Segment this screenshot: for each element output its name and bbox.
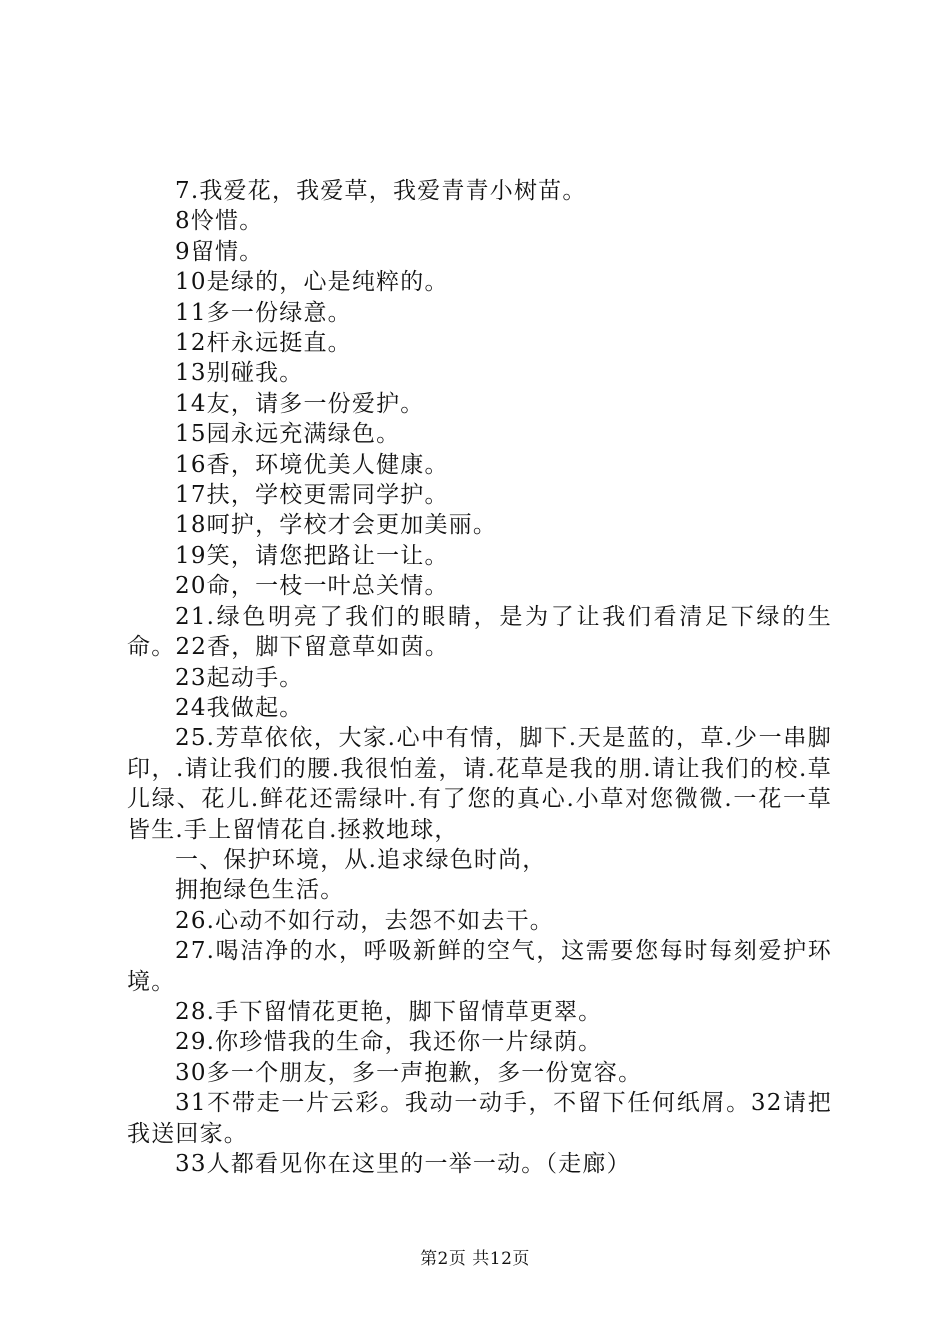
paragraph: 25.芳草依依，大家.心中有情，脚下.天是蓝的，草.少一串脚印，.请让我们的腰.我很怕羞，请.花草是我的朋.请让我们的校.草儿绿、花儿.鲜花还需绿叶.有了您的真心.小草对您微微.一花一草皆生.手上留情花自.拯救地球， [127,725,832,843]
paragraph: 7.我爱花，我爱草，我爱青青小树苗。 [175,178,587,204]
paragraph: 18呵护，学校才会更加美丽。 [175,512,498,539]
paragraph: 20命，一枝一叶总关情。 [175,573,449,600]
paragraph: 8怜惜。 [175,208,264,235]
paragraph: 30多一个朋友，多一声抱歉，多一份宽容。 [175,1059,643,1086]
paragraph: 17扶，学校更需同学护。 [175,482,449,509]
paragraph: 16香，环境优美人健康。 [175,451,449,478]
paragraph: 19笑，请您把路让一让。 [175,542,449,569]
paragraph: 33人都看见你在这里的一举一动。（走廊） [175,1151,631,1177]
paragraph: 24我做起。 [175,694,304,721]
paragraph: 28.手下留情花更艳，脚下留情草更翠。 [175,998,603,1025]
document-body [127,176,832,1179]
paragraph: 31不带走一片云彩。我动一动手，不留下任何纸屑。32请把我送回家。 [127,1090,832,1147]
paragraph: 21.绿色明亮了我们的眼睛，是为了让我们看清足下绿的生命。22香，脚下留意草如茵。 [127,603,832,661]
page-number-footer: 第2页 共12页 [420,1249,530,1269]
paragraph: 拥抱绿色生活。 [175,877,345,904]
paragraph: 15园永远充满绿色。 [175,421,401,448]
paragraph: 13别碰我。 [175,360,304,387]
paragraph: 10是绿的，心是纯粹的。 [175,269,449,296]
paragraph: 12杆永远挺直。 [175,330,352,357]
paragraph: 11多一份绿意。 [175,299,352,326]
paragraph: 一、保护环境，从.追求绿色时尚， [175,846,547,873]
paragraph: 26.心动不如行动，去怨不如去干。 [175,907,554,934]
paragraph: 27.喝洁净的水，呼吸新鲜的空气，这需要您每时每刻爱护环境。 [127,938,832,995]
paragraph: 14友，请多一份爱护。 [175,390,425,417]
paragraph: 9留情。 [175,238,264,265]
paragraph: 23起动手。 [175,664,304,691]
paragraph: 29.你珍惜我的生命，我还你一片绿荫。 [175,1029,603,1056]
